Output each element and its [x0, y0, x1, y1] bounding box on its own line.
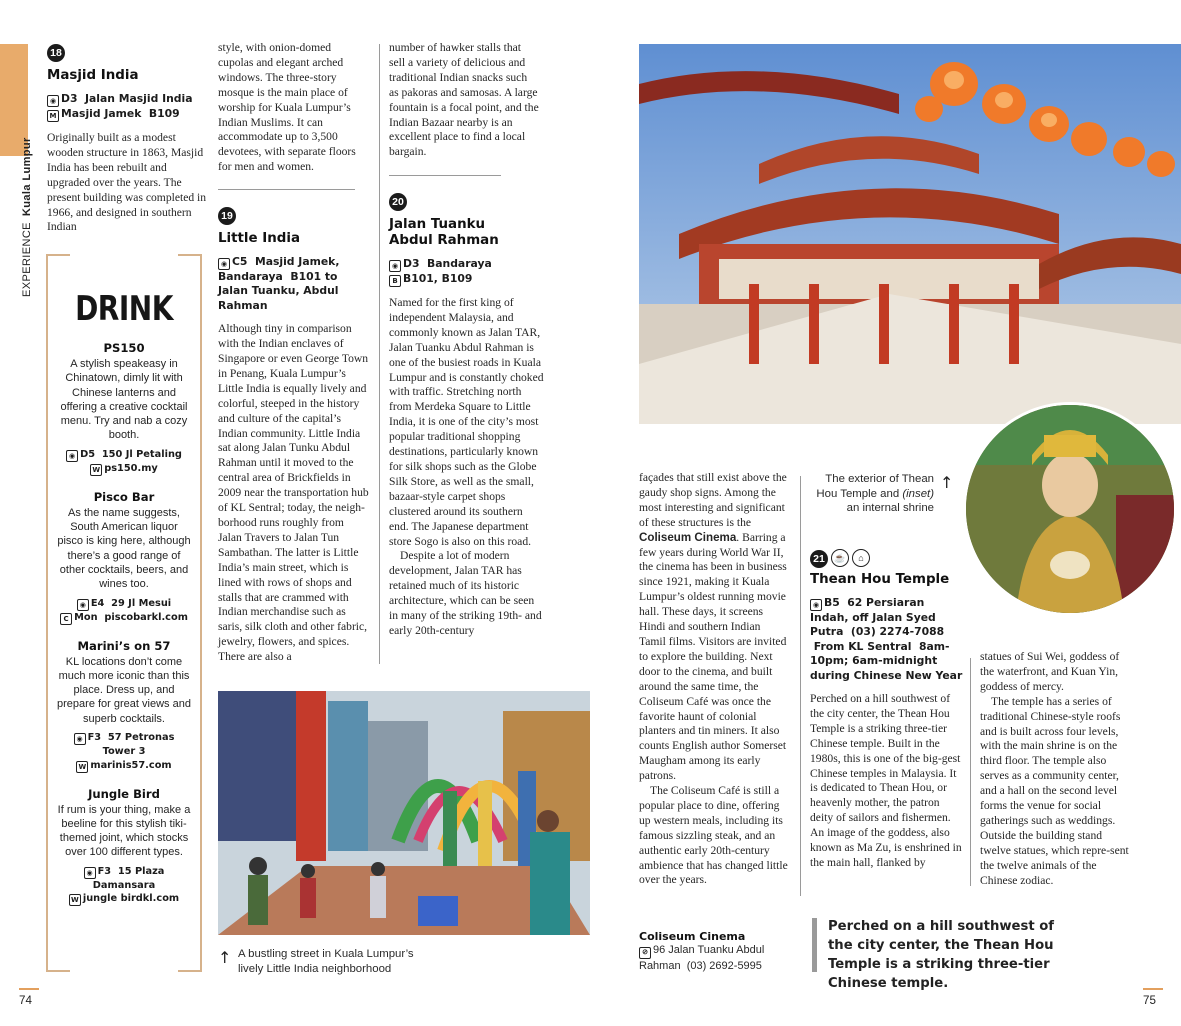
drink-sidebar-box [46, 254, 202, 972]
frame-corner [178, 948, 202, 972]
page-number-left: 74 [19, 994, 32, 1007]
venue-info [56, 731, 192, 773]
page-accent [19, 988, 39, 990]
section-divider [218, 189, 355, 190]
entry-title: Masjid India [47, 68, 139, 83]
frame-line [46, 254, 48, 972]
bus-icon: B [389, 275, 401, 287]
metro-icon: M [47, 110, 59, 122]
little-india-entry [218, 207, 370, 665]
little-india-photo [218, 691, 590, 935]
frame-corner [46, 254, 70, 278]
venue-info [56, 597, 192, 625]
venue-pisco-bar [46, 490, 202, 625]
body-text: statues of Sui Wei, goddess of the waterfront, and Kuan Yin, goddess of mercy. [980, 650, 1120, 693]
body-text: Despite a lot of modern development, Jalan TAR has retained much of its historic architecture, which can be seen in many of the striking 19th- and early 20th-century [389, 549, 542, 637]
venue-info-line: marinis57.com [90, 759, 172, 771]
venue-desc: KL locations don’t come much more iconic than this place. Dress up, and prepare for great views and superb cocktails. [57, 655, 191, 725]
column-divider [379, 44, 380, 664]
map-pin-icon: ◉ [66, 450, 78, 462]
thean-hou-continued [980, 650, 1130, 889]
body-text: Named for the first king of independent Malaysia, and commonly known as Jalan TAR, Jalan Tuanku Abdul Rahman is one of the busiest roads in Kuala Lumpur and is constantly choked with traffic. Stretching north from Merdeka Square to Little India, it is one of the city’s most popular traditional shopping destinations, particularly known for silk shops such as the Globe Silk Store, as well as the small, bazaar-style carpet shops clustered around its southern end. The Japanese department store Sogo is also on this road. [389, 296, 544, 548]
body-text-run: . Barring a few years during World War II, the cinema has been in business since 1921, making it Kuala Lumpur’s oldest running movie hall. These days, it screens Hindi and southern Indian Tamil films. Visitors are invited to explore the building. Next door to the cinema, and built around the same time, the Coliseum Café was once the favorite haunt of colonial planters and tin miners. It also counts English author Somerset Maugham among its early patrons. [639, 530, 787, 783]
venue-desc: As the name suggests, South American liquor pisco is king here, although there’s a good range of other cocktails, beers, and wines too. [57, 506, 191, 591]
venue-desc: If rum is your thing, make a beeline for this stylish tiki-themed joint, which stocks over 100 different types. [57, 803, 191, 859]
city-name: Kuala Lumpur [21, 137, 33, 217]
section-label [21, 137, 33, 297]
photo-caption: A bustling street in Kuala Lumpur’s lively Little India neighborhood [238, 948, 414, 975]
venue-name: Jungle Bird [88, 786, 160, 801]
venue-marinis [46, 639, 202, 773]
caption-emphasis: (inset) [902, 487, 934, 500]
listing-info [639, 943, 789, 974]
web-icon: W [76, 761, 88, 773]
map-pin-icon: ◉ [389, 260, 401, 272]
temple-caption [812, 472, 934, 516]
venue-info-line: Mon piscobarkl.com [74, 611, 188, 623]
venue-info [56, 865, 192, 907]
column-divider [970, 658, 971, 886]
info-line: D3 Jalan Masjid India [61, 92, 193, 105]
temple-exterior-image [639, 44, 1181, 424]
body-text [639, 471, 789, 784]
venue-info-line: F3 15 Plaza Damansara [92, 865, 165, 891]
entry-number-badge: 19 [218, 207, 236, 225]
entry-number-badge: 18 [47, 44, 65, 62]
coliseum-highlight: Coliseum Cinema [639, 530, 737, 544]
web-icon: W [69, 894, 81, 906]
jalan-tar-entry [389, 193, 545, 639]
body-text: Although tiny in comparison with the Indian enclaves of Singapore or even George Town in Penang, Kuala Lumpur’s Little India is equally lively and colorful, steeped in the history and culture of the capital’s Indian community. Little India sat along Jalan Tunku Abdul Rahman until it moved to the central area of Brickfields in 2009 near the transportation hub of KL Sentral; today, the neigh-borhood runs roughly from Jalan Travers to Jalan Tun Sambathan. The latter is Little India’s main street, which is lined with rows of shops and stalls that are crammed with Indian merchandise such as saris, silk cloth and other fabric, jewelry, flowers, and spices. There are also a [218, 322, 369, 664]
venue-info-line: jungle birdkl.com [82, 893, 180, 905]
masjid-india-continued [218, 41, 368, 175]
entry-info [389, 257, 545, 287]
listing-info-line: 96 Jalan Tuanku Abdul Rahman (03) 2692-5995 [639, 944, 765, 972]
little-india-continued [389, 41, 539, 160]
map-pin-icon: ◉ [77, 599, 89, 611]
map-pin-icon: ◉ [810, 599, 822, 611]
map-pin-icon: ◉ [47, 95, 59, 107]
section-name: EXPERIENCE [21, 222, 33, 297]
thean-hou-entry [810, 566, 965, 871]
body-text: number of hawker stalls that sell a variety of delicious and traditional Indian snacks such as pakoras and samosas. A large fountain is a focal point, and the Indian Bazaar nearby is an excellent place to find a local bargain. [389, 41, 539, 159]
web-icon: W [90, 464, 102, 476]
venue-name: Marini’s on 57 [77, 638, 171, 653]
column-divider [800, 476, 801, 896]
coliseum-listing [639, 930, 789, 974]
entry-title: Thean Hou Temple [810, 572, 950, 587]
street-scene-image [218, 691, 590, 935]
arrow-up-icon: ↑ [218, 948, 232, 967]
body-text: The Coliseum Café is still a popular place to dine, offering up western meals, including its famous sizzling steak, and an authentic early 20th-century ambience that has changed little over the years. [639, 784, 788, 887]
masjid-india-entry [47, 44, 207, 235]
entry-number-badge: 21 [810, 550, 828, 568]
listing-name: Coliseum Cinema [639, 930, 746, 943]
cafe-icon: ☕ [831, 549, 849, 567]
drink-heading: DRINK [75, 288, 173, 329]
entry-title: Jalan Tuanku Abdul Rahman [389, 217, 499, 248]
map-pin-icon: ◉ [84, 867, 96, 879]
coliseum-text [639, 471, 789, 888]
venue-name: PS150 [103, 341, 145, 355]
info-line: C5 Masjid Jamek, Bandaraya B101 to Jalan Tuanku, Abdul Rahman [218, 255, 340, 312]
body-text: The temple has a series of traditional Chinese-style roofs and is built across four levels, with the main shrine is on the third floor. The temple also serves as a community center, and a hall on the second level forms the venue for social gatherings such as weddings. Outside the building stand twelve statues, which repre-sent the twelve animals of the Chinese zodiac. [980, 694, 1129, 887]
info-line: D3 Bandaraya [403, 257, 492, 270]
page-number-right: 75 [1143, 994, 1156, 1007]
page-accent [1143, 988, 1163, 990]
shrine-inset-photo [963, 402, 1177, 616]
venue-jungle-bird [46, 787, 202, 907]
info-line: B101, B109 [403, 272, 473, 285]
section-divider [389, 175, 501, 176]
body-text: style, with onion-domed cupolas and elegant arched windows. The three-story mosque is the main place of worship for Kuala Lumpur’s Indian Muslims. It can accommodate up to 3,500 devotees, with separate floors for men and women. [218, 41, 356, 174]
pull-quote: Perched on a hill southwest of the city center, the Thean Hou Temple is a striking three-tier Chinese temple. [828, 919, 1055, 991]
temple-photo [639, 44, 1181, 424]
venue-ps150 [46, 341, 202, 476]
body-text: Perched on a hill southwest of the city center, the Thean Hou Temple is a striking three-tier Chinese temple. Built in the 1980s, this is one of the big-gest Chinese temples in Malaysia. It is dedicated to Thean Hou, or heavenly mother, the patron deity of sailors and fishermen. An image of the goddess, also known as Ma Zu, is enshrined in the main hall, flanked by [810, 692, 962, 869]
goddess-statue-image [966, 405, 1174, 613]
map-pin-icon: ◉ [218, 258, 230, 270]
entry-info [47, 92, 207, 122]
venue-info [56, 448, 192, 476]
entry-title: Little India [218, 231, 300, 246]
entry-info [218, 255, 370, 313]
body-text: Originally built as a modest wooden structure in 1863, Masjid India has been rebuilt and upgraded over the years. The present building was completed in 1966, and designed in southern Indian [47, 131, 207, 234]
frame-corner [178, 254, 202, 278]
venue-info-line: ps150.my [104, 462, 158, 474]
info-line: B5 62 Persiaran Indah, off Jalan Syed Putra (03) 2274-7088 From KL Sentral 8am-10pm; 6am-midnight during Chinese New Year [810, 596, 963, 682]
map-pin-icon: ◉ [74, 733, 86, 745]
entry-number-badge: 20 [389, 193, 407, 211]
venue-info-line: E4 29 Jl Mesui [90, 597, 172, 609]
caption-text: an internal shrine [846, 502, 934, 515]
body-text-run: façades that still exist above the gaudy shop signs. Among the most interesting and significant of these structures is the [639, 471, 787, 529]
caption-text: The exterior of Thean Hou Temple and [816, 473, 934, 500]
venue-info-line: D5 150 Jl Petaling [80, 448, 182, 460]
info-line: Masjid Jamek B109 [61, 107, 180, 120]
venue-desc: A stylish speakeasy in Chinatown, dimly lit with Chinese lanterns and offering a creative cocktail menu. Try and nab a cozy booth. [60, 358, 188, 442]
entry-info [810, 596, 965, 683]
venue-info-line: F3 57 Petronas Tower 3 [87, 732, 175, 758]
frame-corner [46, 948, 70, 972]
venue-name: Pisco Bar [93, 489, 155, 504]
no-smoking-icon: ⊘ [639, 947, 651, 959]
arrow-up-icon: ↑ [940, 473, 954, 492]
pullquote-bar [812, 918, 817, 972]
frame-line [200, 254, 202, 972]
shop-icon: ⌂ [852, 549, 870, 567]
closed-icon: C [60, 613, 72, 625]
